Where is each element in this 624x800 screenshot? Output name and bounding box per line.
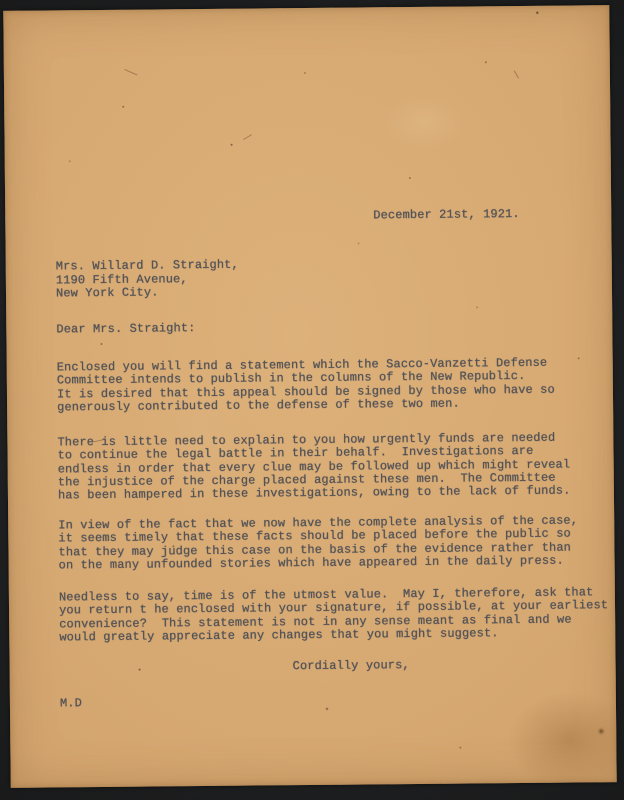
complimentary-closing: Cordially yours, — [292, 658, 410, 674]
salutation: Dear Mrs. Straight: — [56, 321, 196, 337]
letter-date: December 21st, 1921. — [373, 206, 520, 223]
typist-initials: M.D — [59, 696, 82, 711]
letter-paragraph: There is little need to explain to you how urgently funds are needed to continue the legal battle in their behalf. Investigations are endless in order that every clue may be followed up which might reveal the injustice of the charge placed against these men. The Committee has been hampered in these investigations, owing to the lack of funds. — [57, 430, 571, 503]
letter-paragraph: In view of the fact that we now have the complete analysis of the case, it seems timely that these facts should be placed before the public so that they may judge this case on the basis of the evidence rather than on the many unfounded stories which have appeared in the daily press. — [58, 513, 579, 573]
letter-paragraph: Enclosed you will find a statement which the Sacco-Vanzetti Defense Committee intends to publish in the columns of the New Republic. It is desired that this appeal should be signed by those who have so generously contributed to the defense of these two men. — [56, 355, 555, 415]
paper-fiber-decoration — [243, 134, 252, 140]
paper-specks-decoration — [3, 11, 5, 13]
recipient-address: Mrs. Willard D. Straight, 1190 Fifth Avenue, New York City. — [55, 257, 239, 301]
paper-fiber-decoration — [124, 69, 137, 75]
letter-paragraph: Needless to say, time is of the utmost value. May I, therefore, ask that you return t he enclosed with your signature, if possible, at your earliest convenience? This statement is not in any sense meant as final and we would greatly appreciate any changes that you might suggest. — [58, 585, 609, 645]
paper-fiber-decoration — [514, 70, 519, 78]
letter-paper — [3, 5, 616, 788]
